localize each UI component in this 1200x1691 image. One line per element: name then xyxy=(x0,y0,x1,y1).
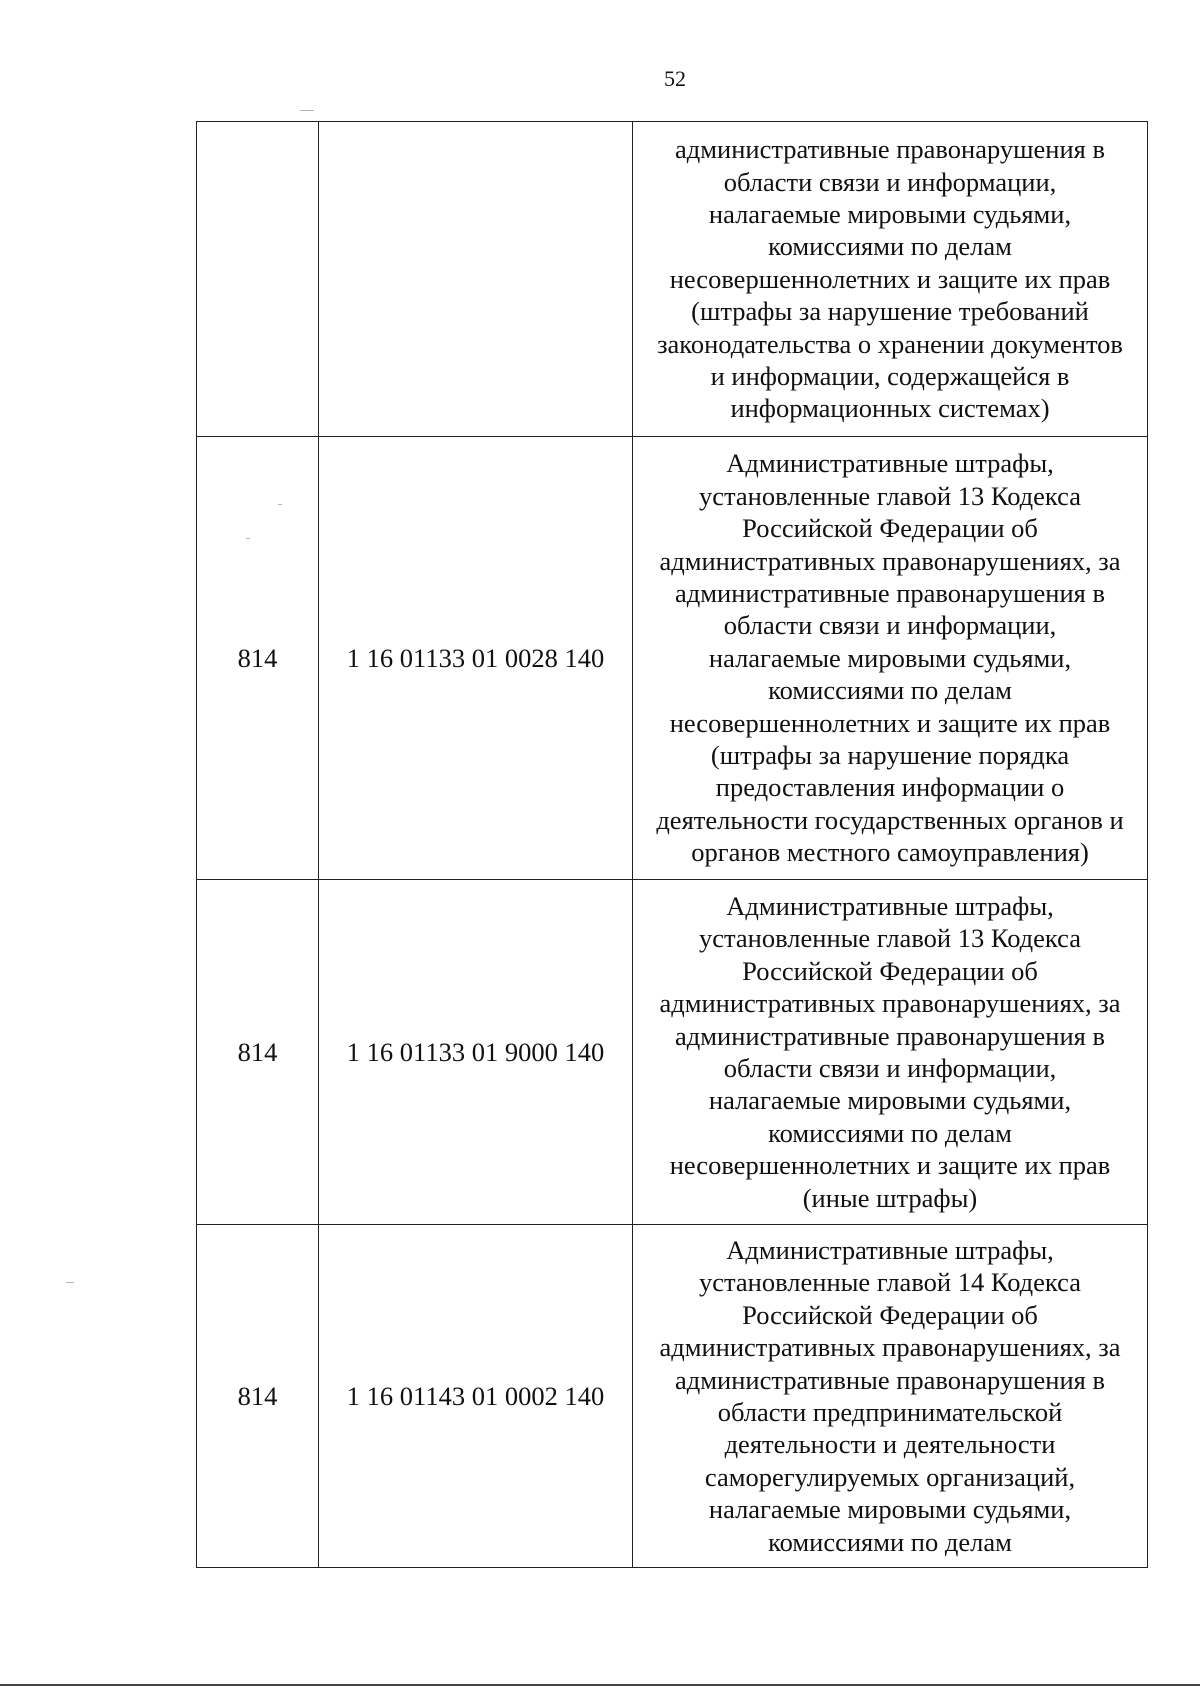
admin-code-cell: 814 xyxy=(197,437,319,880)
description-cell: административные правонарушения в области связи и информации, налагаемые мировыми судьями, комиссиями по делам несовершеннолетних и защите их прав (штрафы за нарушение требований законодательства о хранении документов и информации, содержащейся в информационных системах) xyxy=(633,122,1148,437)
scan-mark xyxy=(66,1282,74,1283)
table-row xyxy=(197,122,1148,437)
table-row xyxy=(197,880,1148,1225)
revenue-codes-table xyxy=(196,121,1148,1568)
kbk-code-cell: 1 16 01133 01 9000 140 xyxy=(319,880,633,1225)
table-row xyxy=(197,437,1148,880)
page-bottom-rule xyxy=(0,1684,1200,1686)
scan-mark xyxy=(278,504,282,505)
description-cell: Административные штрафы, установленные главой 13 Кодекса Российской Федерации об административных правонарушениях, за административные правонарушения в области связи и информации, налагаемые мировыми судьями, комиссиями по делам несовершеннолетних и защите их прав (иные штрафы) xyxy=(633,880,1148,1225)
description-cell: Административные штрафы, установленные главой 14 Кодекса Российской Федерации об административных правонарушениях, за административные правонарушения в области предпринимательской деятельности и деятельности саморегулируемых организаций, налагаемые мировыми судьями, комиссиями по делам xyxy=(633,1225,1148,1568)
scan-mark xyxy=(246,538,250,539)
admin-code-cell xyxy=(197,122,319,437)
kbk-code-cell: 1 16 01133 01 0028 140 xyxy=(319,437,633,880)
scan-mark xyxy=(300,110,314,111)
table-row xyxy=(197,1225,1148,1568)
description-cell: Административные штрафы, установленные главой 13 Кодекса Российской Федерации об административных правонарушениях, за административные правонарушения в области связи и информации, налагаемые мировыми судьями, комиссиями по делам несовершеннолетних и защите их прав (штрафы за нарушение порядка предоставления информации о деятельности государственных органов и органов местного самоуправления) xyxy=(633,437,1148,880)
page-number: 52 xyxy=(664,66,686,91)
kbk-code-cell: 1 16 01143 01 0002 140 xyxy=(319,1225,633,1568)
admin-code-cell: 814 xyxy=(197,880,319,1225)
kbk-code-cell xyxy=(319,122,633,437)
admin-code-cell: 814 xyxy=(197,1225,319,1568)
